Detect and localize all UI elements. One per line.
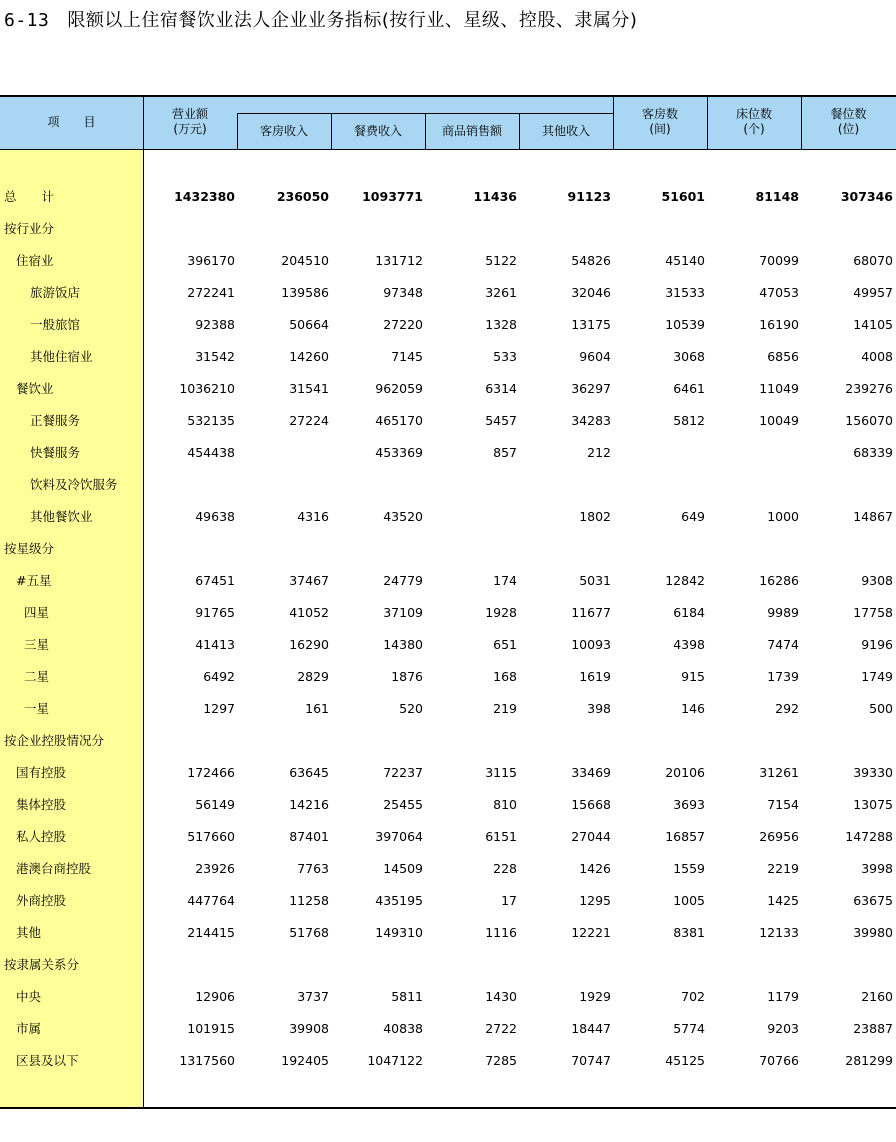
table-cell: 3115: [485, 765, 517, 780]
table-cell: 192405: [281, 1053, 329, 1068]
header-item: 项 目: [47, 115, 96, 129]
row-label: 其他住宿业: [30, 349, 93, 364]
table-cell: 34283: [571, 413, 611, 428]
table-cell: 9308: [861, 573, 893, 588]
table-cell: 3693: [673, 797, 705, 812]
table-cell: 31541: [289, 381, 329, 396]
table-cell: 70766: [759, 1053, 799, 1068]
table-cell: 1297: [203, 701, 235, 716]
table-cell: 1317560: [179, 1053, 235, 1068]
table-cell: 14260: [289, 349, 329, 364]
table-cell: 10049: [759, 413, 799, 428]
header-subrule: [237, 113, 613, 114]
table-row: [0, 437, 896, 469]
table-cell: 45125: [665, 1053, 705, 1068]
row-label: 饮料及冷饮服务: [30, 477, 118, 492]
table-cell: 9989: [767, 605, 799, 620]
header-seats-unit: (位): [837, 122, 860, 136]
table-cell: 17758: [853, 605, 893, 620]
row-label: #五星: [16, 573, 52, 588]
table-cell: 10093: [571, 637, 611, 652]
table-cell: 67451: [195, 573, 235, 588]
header-room-income: 客房收入: [259, 124, 308, 138]
header-beds-unit: (个): [743, 122, 765, 136]
table-cell: 6314: [485, 381, 517, 396]
header-rooms-label: 客房数: [641, 107, 678, 121]
table-cell: 47053: [759, 285, 799, 300]
row-label: 总 计: [4, 189, 55, 204]
table-cell: 37467: [289, 573, 329, 588]
table-row: [0, 1045, 896, 1077]
table-cell: 54826: [571, 253, 611, 268]
table-cell: 1047122: [367, 1053, 423, 1068]
table-cell: 14867: [853, 509, 893, 524]
table-row: [0, 661, 896, 693]
table-row: [0, 725, 896, 757]
table-cell: 26956: [759, 829, 799, 844]
table-cell: 12842: [665, 573, 705, 588]
table-cell: 1179: [767, 989, 799, 1004]
table-row: [0, 949, 896, 981]
table-cell: 41413: [195, 637, 235, 652]
table-row: [0, 469, 896, 501]
table-row: [0, 1013, 896, 1045]
table-cell: 214415: [187, 925, 235, 940]
row-label: 一般旅馆: [30, 317, 81, 332]
table-cell: 1430: [485, 989, 517, 1004]
table-cell: 81148: [755, 189, 799, 204]
table-cell: 39330: [853, 765, 893, 780]
table-cell: 3737: [297, 989, 329, 1004]
table-cell: 27220: [383, 317, 423, 332]
table-cell: 5457: [485, 413, 517, 428]
row-label: 一星: [24, 701, 50, 716]
table-cell: 49957: [853, 285, 893, 300]
header-revenue-unit: (万元): [173, 122, 207, 136]
table-cell: 520: [399, 701, 423, 716]
table-row: [0, 789, 896, 821]
table-cell: 6856: [767, 349, 799, 364]
table-cell: 7474: [767, 637, 799, 652]
row-label: 二星: [24, 669, 50, 684]
table-cell: 13075: [853, 797, 893, 812]
table-row: [0, 277, 896, 309]
table-cell: 31261: [759, 765, 799, 780]
table-cell: 70747: [571, 1053, 611, 1068]
table-cell: 92388: [195, 317, 235, 332]
row-label: 市属: [16, 1021, 42, 1036]
table-cell: 5812: [673, 413, 705, 428]
table-row: [0, 341, 896, 373]
row-label: 其他: [16, 925, 42, 940]
table-row: [0, 597, 896, 629]
table-cell: 6492: [203, 669, 235, 684]
table-row: [0, 565, 896, 597]
table-cell: 43520: [383, 509, 423, 524]
table-cell: 9203: [767, 1021, 799, 1036]
table-cell: 12133: [759, 925, 799, 940]
table-cell: 10539: [665, 317, 705, 332]
table-cell: 9196: [861, 637, 893, 652]
table-cell: 17: [501, 893, 517, 908]
table-cell: 32046: [571, 285, 611, 300]
table-cell: 1425: [767, 893, 799, 908]
table-cell: 23887: [853, 1021, 893, 1036]
table-cell: 4008: [861, 349, 893, 364]
table-cell: 156070: [845, 413, 893, 428]
table-cell: 68339: [853, 445, 893, 460]
table-cell: 15668: [571, 797, 611, 812]
table-cell: 465170: [375, 413, 423, 428]
table-cell: 6184: [673, 605, 705, 620]
table-cell: 272241: [187, 285, 235, 300]
header-revenue: [143, 107, 237, 137]
row-label: 快餐服务: [30, 445, 81, 460]
table-cell: 532135: [187, 413, 235, 428]
row-label: 中央: [16, 989, 42, 1004]
table-row: [0, 757, 896, 789]
table-cell: 6151: [485, 829, 517, 844]
table-cell: 5811: [391, 989, 423, 1004]
table-cell: 39908: [289, 1021, 329, 1036]
table-row: [0, 533, 896, 565]
table-row: [0, 917, 896, 949]
table-cell: 3068: [673, 349, 705, 364]
row-label: 按星级分: [4, 541, 55, 556]
table-cell: 63675: [853, 893, 893, 908]
table-cell: 702: [681, 989, 705, 1004]
table-cell: 147288: [845, 829, 893, 844]
table-cell: 1328: [485, 317, 517, 332]
table-cell: 33469: [571, 765, 611, 780]
table-cell: 6461: [673, 381, 705, 396]
table-cell: 1116: [485, 925, 517, 940]
table-cell: 13175: [571, 317, 611, 332]
table-cell: 239276: [845, 381, 893, 396]
table-cell: 1559: [673, 861, 705, 876]
table-cell: 14105: [853, 317, 893, 332]
row-label: 正餐服务: [30, 413, 81, 428]
row-label: 三星: [24, 637, 50, 652]
table-cell: 18447: [571, 1021, 611, 1036]
table-cell: 40838: [383, 1021, 423, 1036]
table-cell: 7285: [485, 1053, 517, 1068]
table-cell: 204510: [281, 253, 329, 268]
table-row: [0, 981, 896, 1013]
table-cell: 16286: [759, 573, 799, 588]
table-cell: 12906: [195, 989, 235, 1004]
table-cell: 25455: [383, 797, 423, 812]
table-cell: 97348: [383, 285, 423, 300]
row-label: 旅游饭店: [30, 285, 81, 300]
table-cell: 1929: [579, 989, 611, 1004]
table-cell: 517660: [187, 829, 235, 844]
table-cell: 41052: [289, 605, 329, 620]
table-cell: 37109: [383, 605, 423, 620]
table-cell: 23926: [195, 861, 235, 876]
table-cell: 5031: [579, 573, 611, 588]
table-cell: 228: [493, 861, 517, 876]
table-cell: 4398: [673, 637, 705, 652]
header-beds-label: 床位数: [735, 107, 772, 121]
table-cell: 12221: [571, 925, 611, 940]
table-cell: 307346: [840, 189, 893, 204]
table-cell: 56149: [195, 797, 235, 812]
table-cell: 2829: [297, 669, 329, 684]
table-cell: 1619: [579, 669, 611, 684]
table-cell: 453369: [375, 445, 423, 460]
table-cell: 11677: [571, 605, 611, 620]
table-cell: 168: [493, 669, 517, 684]
table-cell: 915: [681, 669, 705, 684]
table-cell: 7763: [297, 861, 329, 876]
table-cell: 292: [775, 701, 799, 716]
header-rooms: [613, 107, 707, 137]
table-cell: 149310: [375, 925, 423, 940]
table-cell: 14509: [383, 861, 423, 876]
table-cell: 51601: [661, 189, 705, 204]
table-cell: 101915: [187, 1021, 235, 1036]
table-cell: 533: [493, 349, 517, 364]
table-cell: 91123: [567, 189, 611, 204]
row-label: 四星: [24, 605, 50, 620]
header-other-income: 其他收入: [541, 124, 590, 138]
row-label: 按隶属关系分: [4, 957, 80, 972]
table-cell: 31542: [195, 349, 235, 364]
table-cell: 11436: [473, 189, 517, 204]
table-cell: 1426: [579, 861, 611, 876]
table-row: [0, 213, 896, 245]
table-cell: 8381: [673, 925, 705, 940]
table-cell: 1876: [391, 669, 423, 684]
table-cell: 24779: [383, 573, 423, 588]
header-revenue-label: 营业额: [171, 107, 208, 121]
table-cell: 131712: [375, 253, 423, 268]
table-cell: 49638: [195, 509, 235, 524]
table-cell: 3261: [485, 285, 517, 300]
header-food-income: 餐费收入: [353, 124, 402, 138]
table-cell: 5122: [485, 253, 517, 268]
table-cell: 36297: [571, 381, 611, 396]
table-cell: 16857: [665, 829, 705, 844]
table-cell: 87401: [289, 829, 329, 844]
row-label: 国有控股: [16, 765, 67, 780]
table-cell: 2160: [861, 989, 893, 1004]
row-label: 区县及以下: [16, 1053, 79, 1068]
table-cell: 1093771: [362, 189, 423, 204]
table-row: [0, 373, 896, 405]
table-cell: 9604: [579, 349, 611, 364]
table-cell: 1005: [673, 893, 705, 908]
table-cell: 174: [493, 573, 517, 588]
header-seats: [801, 107, 896, 137]
table-cell: 1749: [861, 669, 893, 684]
table-cell: 397064: [375, 829, 423, 844]
table-row: [0, 501, 896, 533]
table-cell: 7145: [391, 349, 423, 364]
table-row: [0, 629, 896, 661]
table-cell: 139586: [281, 285, 329, 300]
table-row: [0, 405, 896, 437]
table-cell: 219: [493, 701, 517, 716]
table-cell: 172466: [187, 765, 235, 780]
table-cell: 39980: [853, 925, 893, 940]
table-cell: 212: [587, 445, 611, 460]
table-cell: 435195: [375, 893, 423, 908]
row-label: 其他餐饮业: [30, 509, 93, 524]
header-goods-sales: 商品销售额: [441, 124, 502, 138]
header-beds: [707, 107, 801, 137]
page-title: [4, 6, 637, 32]
table-cell: 447764: [187, 893, 235, 908]
table-cell: 4316: [297, 509, 329, 524]
table-cell: 454438: [187, 445, 235, 460]
table-cell: 5774: [673, 1021, 705, 1036]
table-row: [0, 853, 896, 885]
table-cell: 2722: [485, 1021, 517, 1036]
table-cell: 91765: [195, 605, 235, 620]
row-label: 港澳台商控股: [16, 861, 92, 876]
table-cell: 68070: [853, 253, 893, 268]
row-label: 按企业控股情况分: [4, 733, 105, 748]
table-row: [0, 821, 896, 853]
table-cell: 1036210: [179, 381, 235, 396]
table-row: [0, 245, 896, 277]
table-cell: 236050: [276, 189, 329, 204]
table-cell: 651: [493, 637, 517, 652]
table-cell: 1928: [485, 605, 517, 620]
table-cell: 857: [493, 445, 517, 460]
table-title: 限额以上住宿餐饮业法人企业业务指标(按行业、星级、控股、隶属分): [67, 10, 638, 31]
table-cell: 3998: [861, 861, 893, 876]
table-cell: 27224: [289, 413, 329, 428]
table-cell: 2219: [767, 861, 799, 876]
table-number: 6-13: [4, 10, 50, 31]
header-seats-label: 餐位数: [830, 107, 867, 121]
table-cell: 70099: [759, 253, 799, 268]
table-cell: 962059: [375, 381, 423, 396]
table-cell: 500: [869, 701, 893, 716]
table-cell: 161: [305, 701, 329, 716]
table-cell: 810: [493, 797, 517, 812]
table-cell: 72237: [383, 765, 423, 780]
table-cell: 20106: [665, 765, 705, 780]
row-label: 集体控股: [16, 797, 67, 812]
table-cell: 281299: [845, 1053, 893, 1068]
table-cell: 396170: [187, 253, 235, 268]
table-cell: 1000: [767, 509, 799, 524]
table-row: [0, 885, 896, 917]
row-label: 私人控股: [16, 829, 67, 844]
table-cell: 11049: [759, 381, 799, 396]
table-cell: 146: [681, 701, 705, 716]
table-cell: 14216: [289, 797, 329, 812]
row-label: 外商控股: [16, 893, 67, 908]
table-row: [0, 309, 896, 341]
table-cell: 1432380: [174, 189, 235, 204]
table-cell: 11258: [289, 893, 329, 908]
table-cell: 398: [587, 701, 611, 716]
table-cell: 1739: [767, 669, 799, 684]
table-row: [0, 693, 896, 725]
table-cell: 51768: [289, 925, 329, 940]
table-row: [0, 181, 896, 213]
table-bottom-rule: [0, 1107, 896, 1109]
table-cell: 45140: [665, 253, 705, 268]
row-label: 住宿业: [16, 253, 54, 268]
row-label: 餐饮业: [16, 381, 54, 396]
table-cell: 63645: [289, 765, 329, 780]
table-cell: 50664: [289, 317, 329, 332]
table-cell: 27044: [571, 829, 611, 844]
table-cell: 14380: [383, 637, 423, 652]
table-cell: 16190: [759, 317, 799, 332]
row-label: 按行业分: [4, 221, 55, 236]
table-cell: 16290: [289, 637, 329, 652]
header-rooms-unit: (间): [649, 122, 671, 136]
table-cell: 31533: [665, 285, 705, 300]
table-cell: 649: [681, 509, 705, 524]
table-cell: 7154: [767, 797, 799, 812]
table-cell: 1295: [579, 893, 611, 908]
table-cell: 1802: [579, 509, 611, 524]
